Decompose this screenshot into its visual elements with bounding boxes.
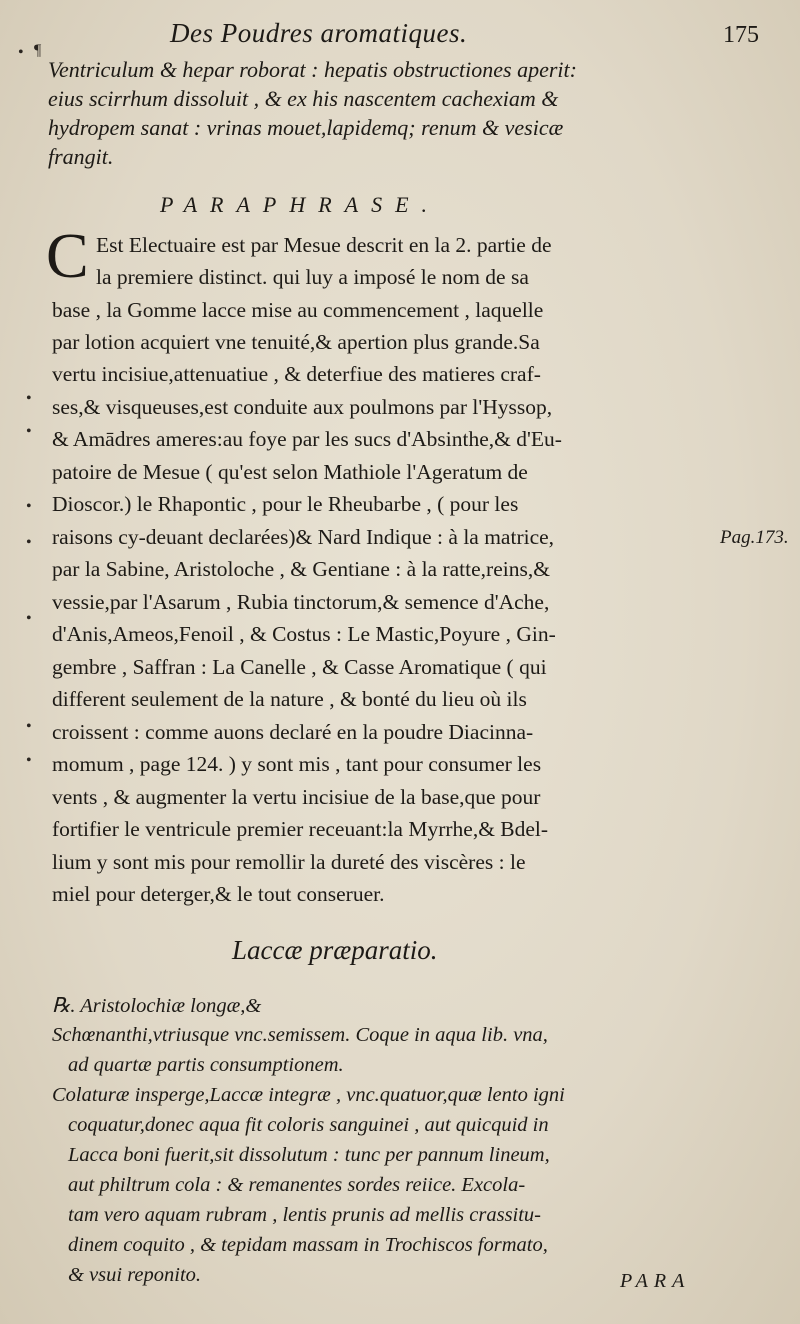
text-line: vessie,par l'Asarum , Rubia tinctorum,& semence d'Ache, bbox=[52, 590, 550, 614]
text-line: & Amādres ameres:au foye par les sucs d'Absinthe,& d'Eu- bbox=[52, 427, 562, 451]
text-line: raisons cy-deuant declarées)& Nard Indique : à la matrice, bbox=[52, 525, 555, 549]
recipe-line: ad quartæ partis consumptionem. bbox=[68, 1054, 344, 1076]
margin-mark: • bbox=[26, 423, 32, 440]
text-line: vents , & augmenter la vertu incisiue de la base,que pour bbox=[52, 785, 541, 809]
margin-mark: • bbox=[26, 498, 32, 515]
recipe-line: dinem coquito , & tepidam massam in Trochiscos formato, bbox=[68, 1234, 548, 1256]
text-line: lium y sont mis pour remollir la dureté des viscères : le bbox=[52, 850, 526, 874]
text-line: d'Anis,Ameos,Fenoil , & Costus : Le Mastic,Poyure , Gin- bbox=[52, 622, 556, 646]
catchword: PARA bbox=[620, 1270, 691, 1292]
text-line: different seulement de la nature , & bonté du lieu où ils bbox=[52, 687, 527, 711]
recipe-line: & vsui reponito. bbox=[68, 1264, 202, 1286]
text-line: patoire de Mesue ( qu'est selon Mathiole l'Ageratum de bbox=[52, 460, 528, 484]
recipe-line: coquatur,donec aqua fit coloris sanguinei , aut quicquid in bbox=[68, 1114, 549, 1136]
margin-mark: • bbox=[26, 718, 32, 735]
running-head: Des Poudres aromatiques. bbox=[170, 18, 468, 48]
preparation-heading: Laccæ præparatio. bbox=[232, 935, 438, 965]
text-line: par lotion acquiert vne tenuité,& apertion plus grande.Sa bbox=[52, 330, 540, 354]
recipe-line: Lacca boni fuerit,sit dissolutum : tunc per pannum lineum, bbox=[68, 1144, 550, 1166]
text-line: momum , page 124. ) y sont mis , tant pour consumer les bbox=[52, 752, 542, 776]
recipe-line: Schœnanthi,vtriusque vnc.semissem. Coque in aqua lib. vna, bbox=[52, 1024, 548, 1046]
intro-line: frangit. bbox=[48, 144, 114, 169]
margin-mark: • bbox=[26, 752, 32, 769]
intro-line: eius scirrhum dissoluit , & ex his nascentem cachexiam & bbox=[48, 86, 559, 111]
text-line: Est Electuaire est par Mesue descrit en la 2. partie de bbox=[96, 233, 552, 257]
drop-cap: C bbox=[46, 220, 89, 291]
text-line: base , la Gomme lacce mise au commencement , laquelle bbox=[52, 298, 544, 322]
paraphrase-heading: PARAPHRASE. bbox=[160, 192, 441, 217]
intro-line: hydropem sanat : vrinas mouet,lapidemq; renum & vesicæ bbox=[48, 115, 564, 140]
text-line: croissent : comme auons declaré en la poudre Diacinna- bbox=[52, 720, 534, 744]
paragraph-mark: ¶ bbox=[34, 42, 42, 59]
text-line: ses,& visqueuses,est conduite aux poulmons par l'Hyssop, bbox=[52, 395, 553, 419]
recipe-line: aut philtrum cola : & remanentes sordes reiice. Excola- bbox=[68, 1174, 526, 1196]
text-line: par la Sabine, Aristoloche , & Gentiane : à la ratte,reins,& bbox=[52, 557, 550, 581]
page-number: 175 bbox=[723, 22, 759, 48]
text-line: gembre , Saffran : La Canelle , & Casse Aromatique ( qui bbox=[52, 655, 547, 679]
text-line: vertu incisiue,attenuatiue , & deterfiue des matieres craf- bbox=[52, 362, 541, 386]
intro-line: Ventriculum & hepar roborat : hepatis obstructiones aperit: bbox=[48, 57, 577, 82]
margin-mark: • bbox=[26, 390, 32, 407]
margin-mark: • bbox=[26, 610, 32, 627]
margin-mark: • bbox=[26, 534, 32, 551]
text-line: Dioscor.) le Rhapontic , pour le Rheubarbe , ( pour les bbox=[52, 492, 519, 516]
text-line: miel pour deterger,& le tout conseruer. bbox=[52, 882, 385, 906]
recipe-line: Colaturæ insperge,Laccæ integræ , vnc.quatuor,quæ lento igni bbox=[52, 1084, 565, 1106]
text-line: fortifier le ventricule premier receuant:la Myrrhe,& Bdel- bbox=[52, 817, 549, 841]
recipe-line: tam vero aquam rubram , lentis prunis ad mellis crassitu- bbox=[68, 1204, 542, 1226]
margin-mark: • bbox=[18, 44, 24, 61]
side-note: Pag.173. bbox=[720, 527, 789, 548]
text-line: la premiere distinct. qui luy a imposé le nom de sa bbox=[96, 265, 529, 289]
recipe-line: ℞. Aristolochiæ longæ,& bbox=[52, 995, 262, 1017]
